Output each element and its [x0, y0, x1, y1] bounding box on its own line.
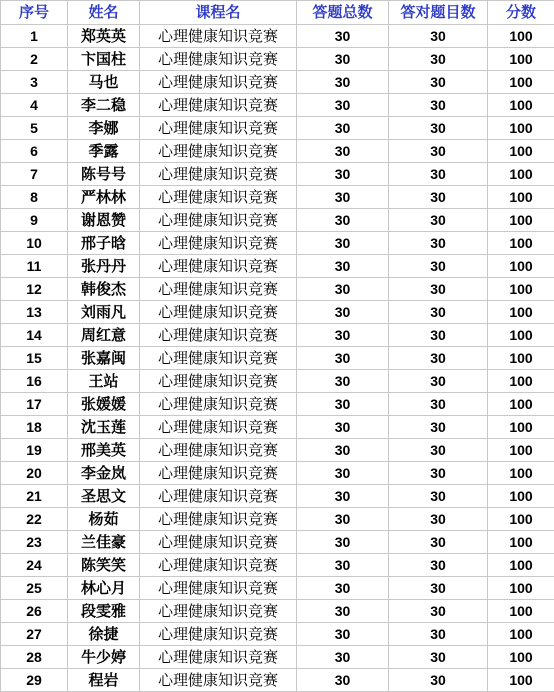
cell-course[interactable]: 心理健康知识竞赛 — [140, 232, 297, 255]
cell-correct[interactable]: 30 — [389, 324, 488, 347]
cell-total[interactable]: 30 — [297, 163, 389, 186]
header-no[interactable]: 序号 — [1, 1, 68, 25]
cell-total[interactable]: 30 — [297, 646, 389, 669]
cell-no[interactable]: 27 — [1, 623, 68, 646]
cell-name[interactable]: 王站 — [68, 370, 140, 393]
cell-course[interactable]: 心理健康知识竞赛 — [140, 71, 297, 94]
cell-total[interactable]: 30 — [297, 600, 389, 623]
cell-correct[interactable]: 30 — [389, 347, 488, 370]
cell-total[interactable]: 30 — [297, 554, 389, 577]
cell-total[interactable]: 30 — [297, 301, 389, 324]
cell-score[interactable]: 100 — [488, 669, 554, 692]
cell-name[interactable]: 邢美英 — [68, 439, 140, 462]
cell-correct[interactable]: 30 — [389, 531, 488, 554]
cell-correct[interactable]: 30 — [389, 278, 488, 301]
cell-correct[interactable]: 30 — [389, 186, 488, 209]
cell-no[interactable]: 25 — [1, 577, 68, 600]
cell-correct[interactable]: 30 — [389, 646, 488, 669]
cell-score[interactable]: 100 — [488, 531, 554, 554]
cell-total[interactable]: 30 — [297, 25, 389, 48]
cell-course[interactable]: 心理健康知识竞赛 — [140, 623, 297, 646]
cell-no[interactable]: 18 — [1, 416, 68, 439]
cell-total[interactable]: 30 — [297, 508, 389, 531]
cell-name[interactable]: 韩俊杰 — [68, 278, 140, 301]
cell-no[interactable]: 4 — [1, 94, 68, 117]
cell-no[interactable]: 6 — [1, 140, 68, 163]
cell-no[interactable]: 3 — [1, 71, 68, 94]
cell-no[interactable]: 17 — [1, 393, 68, 416]
cell-score[interactable]: 100 — [488, 186, 554, 209]
table-row — [1, 301, 554, 324]
cell-no[interactable]: 2 — [1, 48, 68, 71]
cell-score[interactable]: 100 — [488, 117, 554, 140]
cell-score[interactable]: 100 — [488, 623, 554, 646]
cell-correct[interactable]: 30 — [389, 255, 488, 278]
cell-course[interactable]: 心理健康知识竞赛 — [140, 370, 297, 393]
table-row — [1, 600, 554, 623]
table-row — [1, 117, 554, 140]
cell-name[interactable]: 卞国柱 — [68, 48, 140, 71]
cell-no[interactable]: 13 — [1, 301, 68, 324]
cell-course[interactable]: 心理健康知识竞赛 — [140, 140, 297, 163]
cell-correct[interactable]: 30 — [389, 370, 488, 393]
cell-course[interactable]: 心理健康知识竞赛 — [140, 117, 297, 140]
cell-correct[interactable]: 30 — [389, 439, 488, 462]
cell-course[interactable]: 心理健康知识竞赛 — [140, 393, 297, 416]
cell-name[interactable]: 张媛媛 — [68, 393, 140, 416]
cell-no[interactable]: 9 — [1, 209, 68, 232]
table-row — [1, 71, 554, 94]
header-score[interactable]: 分数 — [488, 1, 554, 25]
cell-total[interactable]: 30 — [297, 393, 389, 416]
cell-name[interactable]: 兰佳豪 — [68, 531, 140, 554]
cell-course[interactable]: 心理健康知识竞赛 — [140, 94, 297, 117]
cell-total[interactable]: 30 — [297, 531, 389, 554]
cell-name[interactable]: 严林林 — [68, 186, 140, 209]
cell-course[interactable]: 心理健康知识竞赛 — [140, 531, 297, 554]
table-row — [1, 186, 554, 209]
cell-course[interactable]: 心理健康知识竞赛 — [140, 600, 297, 623]
cell-no[interactable]: 15 — [1, 347, 68, 370]
cell-no[interactable]: 22 — [1, 508, 68, 531]
table-row — [1, 646, 554, 669]
cell-total[interactable]: 30 — [297, 278, 389, 301]
cell-total[interactable]: 30 — [297, 370, 389, 393]
cell-score[interactable]: 100 — [488, 324, 554, 347]
cell-no[interactable]: 21 — [1, 485, 68, 508]
cell-total[interactable]: 30 — [297, 71, 389, 94]
cell-name[interactable]: 林心月 — [68, 577, 140, 600]
cell-total[interactable]: 30 — [297, 209, 389, 232]
cell-correct[interactable]: 30 — [389, 117, 488, 140]
cell-total[interactable]: 30 — [297, 669, 389, 692]
cell-course[interactable]: 心理健康知识竞赛 — [140, 439, 297, 462]
cell-score[interactable]: 100 — [488, 646, 554, 669]
cell-correct[interactable]: 30 — [389, 600, 488, 623]
cell-score[interactable]: 100 — [488, 163, 554, 186]
cell-total[interactable]: 30 — [297, 416, 389, 439]
table-row — [1, 370, 554, 393]
cell-score[interactable]: 100 — [488, 485, 554, 508]
cell-course[interactable]: 心理健康知识竞赛 — [140, 508, 297, 531]
cell-no[interactable]: 14 — [1, 324, 68, 347]
cell-score[interactable]: 100 — [488, 278, 554, 301]
header-course[interactable]: 课程名 — [140, 1, 297, 25]
cell-course[interactable]: 心理健康知识竞赛 — [140, 485, 297, 508]
cell-correct[interactable]: 30 — [389, 554, 488, 577]
cell-correct[interactable]: 30 — [389, 209, 488, 232]
cell-total[interactable]: 30 — [297, 94, 389, 117]
cell-score[interactable]: 100 — [488, 370, 554, 393]
cell-correct[interactable]: 30 — [389, 416, 488, 439]
cell-total[interactable]: 30 — [297, 140, 389, 163]
cell-no[interactable]: 20 — [1, 462, 68, 485]
cell-course[interactable]: 心理健康知识竞赛 — [140, 554, 297, 577]
table-row — [1, 347, 554, 370]
cell-no[interactable]: 19 — [1, 439, 68, 462]
cell-total[interactable]: 30 — [297, 186, 389, 209]
cell-correct[interactable]: 30 — [389, 485, 488, 508]
cell-name[interactable]: 圣思文 — [68, 485, 140, 508]
cell-total[interactable]: 30 — [297, 439, 389, 462]
cell-score[interactable]: 100 — [488, 600, 554, 623]
cell-course[interactable]: 心理健康知识竞赛 — [140, 416, 297, 439]
cell-no[interactable]: 23 — [1, 531, 68, 554]
cell-course[interactable]: 心理健康知识竞赛 — [140, 186, 297, 209]
cell-correct[interactable]: 30 — [389, 623, 488, 646]
cell-course[interactable]: 心理健康知识竞赛 — [140, 301, 297, 324]
cell-name[interactable]: 季露 — [68, 140, 140, 163]
cell-course[interactable]: 心理健康知识竞赛 — [140, 669, 297, 692]
cell-name[interactable]: 马也 — [68, 71, 140, 94]
cell-course[interactable]: 心理健康知识竞赛 — [140, 462, 297, 485]
cell-score[interactable]: 100 — [488, 301, 554, 324]
cell-name[interactable]: 张嘉闽 — [68, 347, 140, 370]
table-row — [1, 209, 554, 232]
cell-no[interactable]: 8 — [1, 186, 68, 209]
cell-total[interactable]: 30 — [297, 623, 389, 646]
cell-name[interactable]: 徐捷 — [68, 623, 140, 646]
table-row — [1, 94, 554, 117]
cell-score[interactable]: 100 — [488, 554, 554, 577]
cell-total[interactable]: 30 — [297, 462, 389, 485]
table-row — [1, 577, 554, 600]
table-row — [1, 416, 554, 439]
header-row — [1, 1, 554, 25]
header-total[interactable]: 答题总数 — [297, 1, 389, 25]
cell-correct[interactable]: 30 — [389, 669, 488, 692]
table-body — [1, 25, 554, 692]
cell-total[interactable]: 30 — [297, 485, 389, 508]
cell-correct[interactable]: 30 — [389, 301, 488, 324]
cell-total[interactable]: 30 — [297, 347, 389, 370]
cell-no[interactable]: 26 — [1, 600, 68, 623]
header-name[interactable]: 姓名 — [68, 1, 140, 25]
table-row — [1, 48, 554, 71]
cell-score[interactable]: 100 — [488, 439, 554, 462]
cell-name[interactable]: 刘雨凡 — [68, 301, 140, 324]
cell-name[interactable]: 杨茹 — [68, 508, 140, 531]
table-row — [1, 255, 554, 278]
cell-total[interactable]: 30 — [297, 255, 389, 278]
table-row — [1, 232, 554, 255]
table-row — [1, 508, 554, 531]
cell-name[interactable]: 周红意 — [68, 324, 140, 347]
table-row — [1, 462, 554, 485]
cell-no[interactable]: 16 — [1, 370, 68, 393]
cell-correct[interactable]: 30 — [389, 462, 488, 485]
cell-course[interactable]: 心理健康知识竞赛 — [140, 209, 297, 232]
cell-name[interactable]: 陈笑笑 — [68, 554, 140, 577]
cell-score[interactable]: 100 — [488, 416, 554, 439]
cell-name[interactable]: 沈玉莲 — [68, 416, 140, 439]
cell-name[interactable]: 程岩 — [68, 669, 140, 692]
cell-course[interactable]: 心理健康知识竞赛 — [140, 163, 297, 186]
table-row — [1, 25, 554, 48]
cell-correct[interactable]: 30 — [389, 25, 488, 48]
cell-course[interactable]: 心理健康知识竞赛 — [140, 646, 297, 669]
cell-no[interactable]: 24 — [1, 554, 68, 577]
cell-total[interactable]: 30 — [297, 48, 389, 71]
cell-no[interactable]: 1 — [1, 25, 68, 48]
cell-course[interactable]: 心理健康知识竞赛 — [140, 577, 297, 600]
cell-score[interactable]: 100 — [488, 48, 554, 71]
table-row — [1, 531, 554, 554]
cell-no[interactable]: 10 — [1, 232, 68, 255]
cell-name[interactable]: 牛少婷 — [68, 646, 140, 669]
table-row — [1, 554, 554, 577]
cell-course[interactable]: 心理健康知识竞赛 — [140, 324, 297, 347]
cell-name[interactable]: 李娜 — [68, 117, 140, 140]
cell-name[interactable]: 李金岚 — [68, 462, 140, 485]
cell-total[interactable]: 30 — [297, 232, 389, 255]
cell-name[interactable]: 陈号号 — [68, 163, 140, 186]
cell-course[interactable]: 心理健康知识竞赛 — [140, 347, 297, 370]
cell-course[interactable]: 心理健康知识竞赛 — [140, 255, 297, 278]
cell-course[interactable]: 心理健康知识竞赛 — [140, 48, 297, 71]
header-correct[interactable]: 答对题目数 — [389, 1, 488, 25]
table-row — [1, 485, 554, 508]
cell-no[interactable]: 11 — [1, 255, 68, 278]
table-row — [1, 393, 554, 416]
cell-score[interactable]: 100 — [488, 347, 554, 370]
table-row — [1, 439, 554, 462]
cell-score[interactable]: 100 — [488, 232, 554, 255]
cell-course[interactable]: 心理健康知识竞赛 — [140, 25, 297, 48]
cell-no[interactable]: 5 — [1, 117, 68, 140]
cell-correct[interactable]: 30 — [389, 94, 488, 117]
table-row — [1, 669, 554, 692]
table-row — [1, 140, 554, 163]
cell-correct[interactable]: 30 — [389, 393, 488, 416]
cell-correct[interactable]: 30 — [389, 577, 488, 600]
cell-name[interactable]: 邢子晗 — [68, 232, 140, 255]
cell-name[interactable]: 段雯雅 — [68, 600, 140, 623]
cell-correct[interactable]: 30 — [389, 48, 488, 71]
cell-no[interactable]: 28 — [1, 646, 68, 669]
cell-correct[interactable]: 30 — [389, 232, 488, 255]
cell-total[interactable]: 30 — [297, 577, 389, 600]
cell-score[interactable]: 100 — [488, 462, 554, 485]
cell-score[interactable]: 100 — [488, 393, 554, 416]
cell-name[interactable]: 李二稳 — [68, 94, 140, 117]
table-row — [1, 324, 554, 347]
cell-correct[interactable]: 30 — [389, 508, 488, 531]
cell-correct[interactable]: 30 — [389, 140, 488, 163]
cell-score[interactable]: 100 — [488, 25, 554, 48]
cell-correct[interactable]: 30 — [389, 163, 488, 186]
cell-course[interactable]: 心理健康知识竞赛 — [140, 278, 297, 301]
cell-score[interactable]: 100 — [488, 209, 554, 232]
cell-total[interactable]: 30 — [297, 324, 389, 347]
cell-score[interactable]: 100 — [488, 71, 554, 94]
cell-no[interactable]: 12 — [1, 278, 68, 301]
table-row — [1, 623, 554, 646]
cell-score[interactable]: 100 — [488, 508, 554, 531]
cell-score[interactable]: 100 — [488, 94, 554, 117]
cell-total[interactable]: 30 — [297, 117, 389, 140]
cell-no[interactable]: 29 — [1, 669, 68, 692]
cell-score[interactable]: 100 — [488, 577, 554, 600]
cell-score[interactable]: 100 — [488, 140, 554, 163]
cell-name[interactable]: 张丹丹 — [68, 255, 140, 278]
cell-name[interactable]: 谢恩赞 — [68, 209, 140, 232]
cell-score[interactable]: 100 — [488, 255, 554, 278]
cell-name[interactable]: 郑英英 — [68, 25, 140, 48]
cell-correct[interactable]: 30 — [389, 71, 488, 94]
table-row — [1, 163, 554, 186]
table-row — [1, 278, 554, 301]
cell-no[interactable]: 7 — [1, 163, 68, 186]
